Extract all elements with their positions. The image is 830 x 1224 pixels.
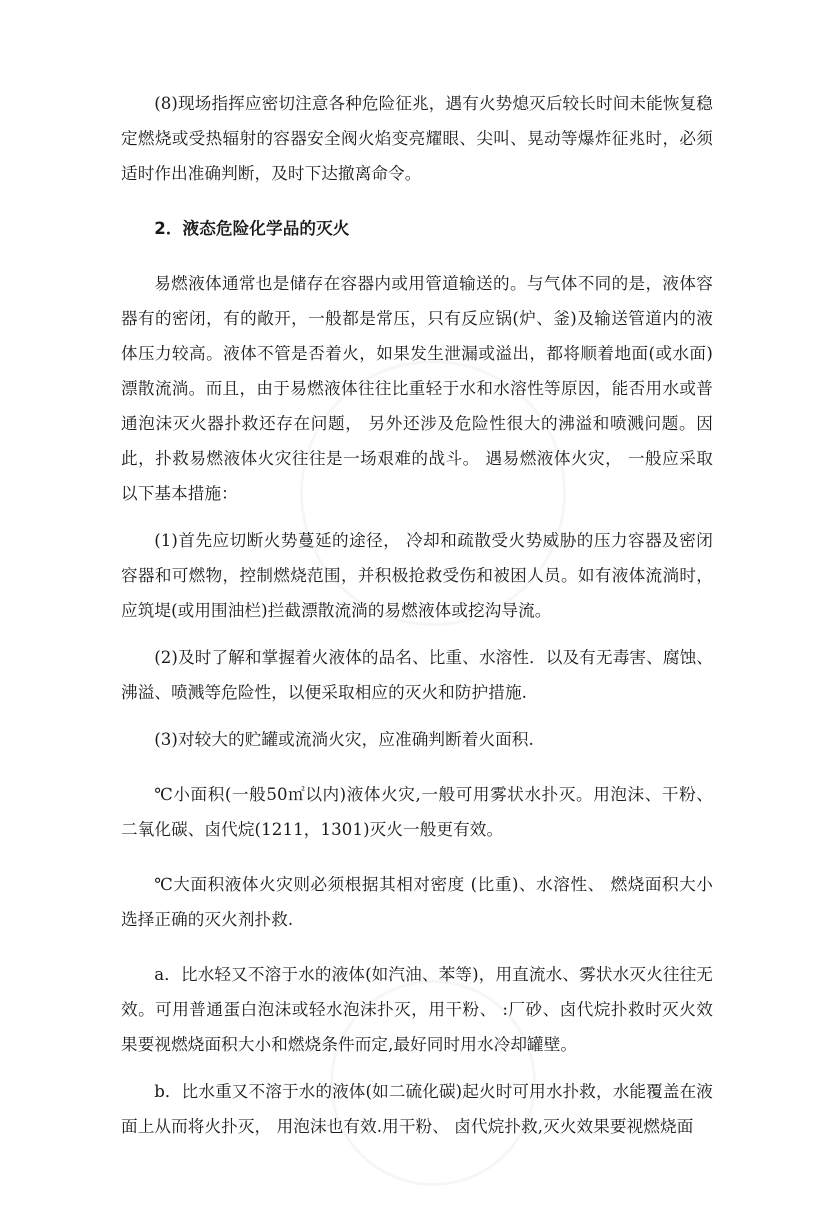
paragraph-item-a: a．比水轻又不溶于水的液体(如汽油、苯等)，用直流水、雾状水灭火往往无效。可用普通蛋白泡沫或轻水泡沫扑灭，用干粉、 :厂砂、卤代烷扑救时灭火效果要视燃烧面积大小和燃烧条件而定,最好同时用水冷却罐壁。 (121, 965, 713, 1054)
paragraph-item-3: (3)对较大的贮罐或流淌火灾，应准确判断着火面积. (154, 730, 534, 749)
paragraph-item-8: (8)现场指挥应密切注意各种危险征兆，遇有火势熄灭后较长时间未能恢复稳定燃烧或受热辐射的容器安全阀火焰变亮耀眼、尖叫、晃动等爆炸征兆时，必须适时作出准确判断，及时下达撤离命令。 (121, 94, 713, 183)
section-heading: 2．液态危险化学品的灭火 (154, 219, 350, 238)
paragraph-item-1: (1)首先应切断火势蔓延的途径， 冷却和疏散受火势威胁的压力容器及密闭容器和可燃物，控制燃烧范围，并积极抢救受伤和被困人员。如有液体流淌时，应筑堤(或用围油栏)拦截漂散流淌的易燃液体或挖沟导流。 (121, 531, 713, 620)
paragraph-small-area: ℃小面积(一般50㎡以内)液体火灾,一般可用雾状水扑灭。用泡沫、干粉、二氧化碳、卤代烷(1211，1301)灭火一般更有效。 (121, 785, 713, 839)
document-body (121, 86, 713, 1144)
paragraph-item-b: b．比水重又不溶于水的液体(如二硫化碳)起火时可用水扑救，水能覆盖在液面上从而将火扑灭， 用泡沫也有效.用干粉、 卤代烷扑救,灭火效果要视燃烧面 (121, 1082, 713, 1136)
paragraph-intro: 易燃液体通常也是储存在容器内或用管道输送的。与气体不同的是，液体容器有的密闭，有的敞开，一般都是常压，只有反应锅(炉、釜)及输送管道内的液体压力较高。液体不管是否着火，如果发生泄漏或溢出，都将顺着地面(或水面)漂散流淌。而且，由于易燃液体往往比重轻于水和水溶性等原因，能否用水或普通泡沫灭火器扑救还存在问题， 另外还涉及危险性很大的沸溢和喷溅问题。因此，扑救易燃液体火灾往往是一场艰难的战斗。 遇易燃液体火灾， 一般应采取以下基本措施： (121, 274, 713, 503)
paragraph-item-2: (2)及时了解和掌握着火液体的品名、比重、水溶性．以及有无毒害、腐蚀、沸溢、喷溅等危险性，以便采取相应的灭火和防护措施. (121, 648, 713, 702)
paragraph-large-area: ℃大面积液体火灾则必须根据其相对密度 (比重)、水溶性、 燃烧面积大小选择正确的灭火剂扑救. (121, 875, 713, 929)
